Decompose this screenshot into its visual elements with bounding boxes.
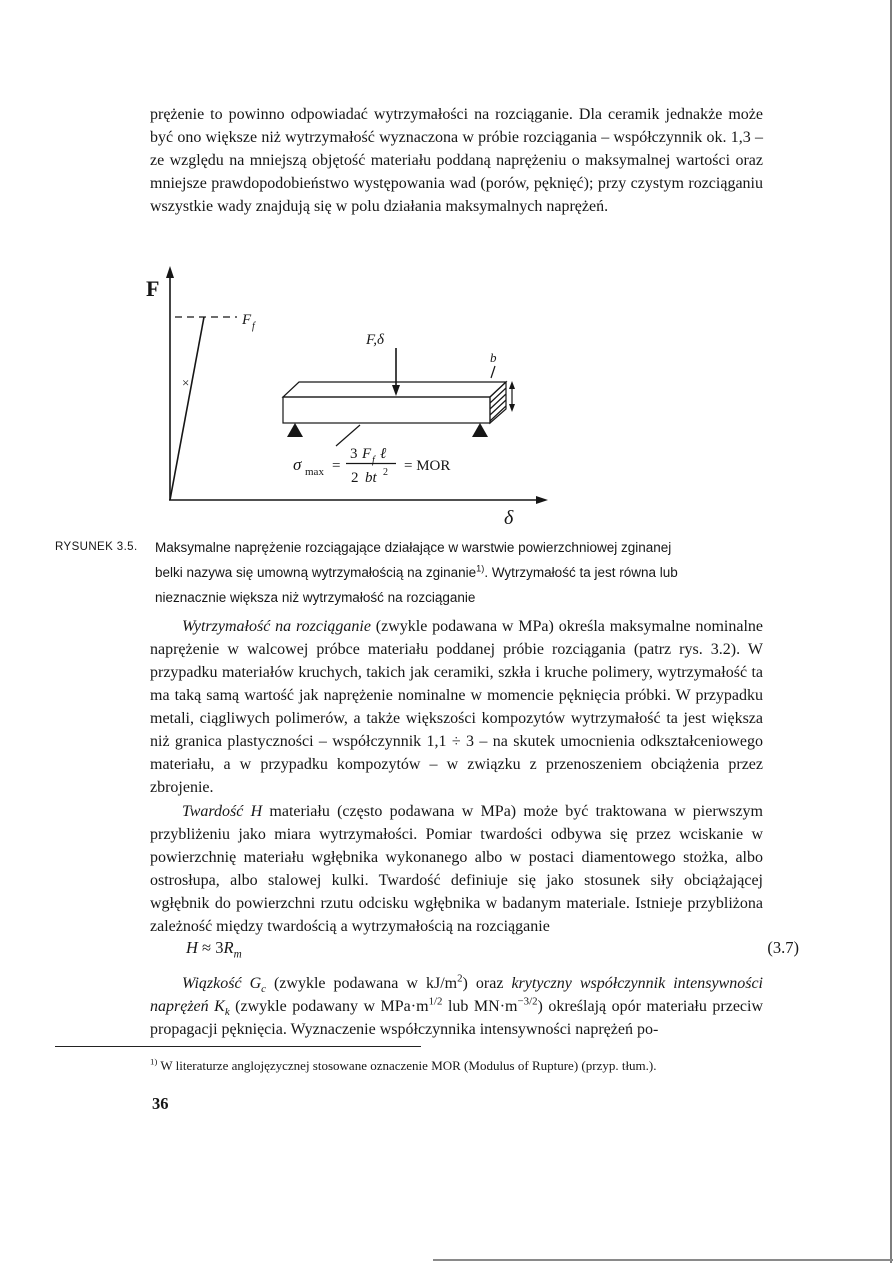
- equation-3-7: [150, 938, 799, 961]
- sigma-max: σ: [293, 455, 302, 474]
- f-axis-label: F: [146, 276, 160, 301]
- svg-text:2: 2: [351, 470, 359, 486]
- figure-caption-label: RYSUNEK 3.5.: [55, 541, 138, 553]
- paragraph-tensile-strength: Wytrzymałość na rozciąganie (zwykle podawana w MPa) określa maksymalne nominalne naprężenie w walcowej próbce materiału poddanej próbie rozciągania (patrz rys. 3.2). W przypadku materiałów kruchych, takich jak ceramiki, szkła i kruche polimery, wytrzymałość ta ma taką samą wartość jak naprężenie nominalne w momencie pęknięcia próbki. W przypadku metali, ciągliwych polimerów, a także większości kompozytów wytrzymałość ta jest większa niż granica plastyczności – współczynnik 1,1 ÷ 3 – na skutek umocnienia odkształceniowego materiału, a w przypadku kompozytów – w związku z przenoszeniem obciążenia przez zbrojenie.: [150, 618, 764, 796]
- paragraph-hardness: Twardość H materiału (często podawana w MPa) może być traktowana w pierwszym przybliżeniu jako miara wytrzymałości. Pomiar twardości odbywa się przez wciskanie w powierzchnię materiału wgłębnika wykonanego albo w postaci diamentowego stożka, albo ostrosłupa, albo stalowej kulki. Twardość definiuje się jako stosunek siły obciążającej wgłębnik do powierzchni rzutu odcisku wgłębnika w badanym materiale. Istnieje przybliżona zależność między twardością a wytrzymałością na rozciąganie: [150, 803, 763, 935]
- svg-text:2: 2: [383, 467, 388, 478]
- beam-diagram: [283, 332, 515, 446]
- formula-leader-line: [336, 425, 360, 446]
- svg-text:f: f: [372, 455, 375, 466]
- svg-text:=: =: [332, 458, 341, 474]
- svg-text:ℓ: ℓ: [380, 446, 387, 462]
- left-support: [287, 423, 303, 437]
- svg-text:bt: bt: [365, 470, 377, 486]
- x-marker: ×: [182, 375, 190, 390]
- right-support: [472, 423, 488, 437]
- paragraph-toughness: Wiązkość $G_c$ (zwykle podawana w $kJ/m^2$) oraz krytyczny współczynnik intensywności naprężeń $K_k$ (zwykle podawany w $MPa\cdot m^{1/2}$ lub $MN\cdot m^{-3/2}$) określają opór materiału przeciw propagacji pęknięcia. Wyznaczenie współczynnika intensywności naprężeń po-: [150, 972, 764, 1038]
- force-deflection-label: F,δ: [366, 332, 384, 348]
- mor-formula: [293, 446, 450, 486]
- fracture-load-label: F: [242, 312, 252, 328]
- delta-axis-label: δ: [504, 507, 514, 529]
- scan-edge: [433, 1259, 893, 1261]
- load-curve: [170, 317, 204, 500]
- footnote-rule: [55, 1046, 421, 1047]
- equation-number: (3.7): [767, 938, 799, 957]
- width-b-label: b: [490, 350, 497, 365]
- page-number: 36: [152, 1094, 169, 1113]
- fracture-load-subscript: f: [252, 321, 255, 332]
- figure-caption-text: Maksymalne naprężenie rozciągające działające w warstwie powierzchniowej zginanej belki nazywa się umowną wytrzymałością na zginanie$^{1)}$. Wytrzymałość ta jest równa lub nieznacznie większa niż wytrzymałość na rozciąganie: [155, 540, 678, 605]
- svg-text:max: max: [305, 466, 324, 478]
- figure-3-5: [138, 260, 558, 532]
- mor-result: = MOR: [404, 458, 451, 474]
- equation-expression: $H \approx 3R_m$: [186, 938, 242, 961]
- scan-edge: [890, 0, 892, 1263]
- svg-text:F: F: [362, 446, 372, 462]
- paragraph-intro: prężenie to powinno odpowiadać wytrzymałości na rozciąganie. Dla ceramik jednakże może być ono większe niż wytrzymałość wyznaczona w próbie rozciągania – współczynnik ok. 1,3 – ze względu na mniejszą objętość materiału poddaną naprężeniu o maksymalnej wartości oraz mniejsze prawdopodobieństwo występowania wad (porów, pęknięć); przy czystym rozciąganiu wszystkie wady znajdują się w polu działania maksymalnych naprężeń.: [150, 106, 763, 215]
- footnote: $^{1)}$ W literaturze anglojęzycznej stosowane oznaczenie MOR (Modulus of Rupture) (przyp. tłum.).: [150, 1056, 657, 1073]
- svg-text:3: 3: [350, 446, 358, 462]
